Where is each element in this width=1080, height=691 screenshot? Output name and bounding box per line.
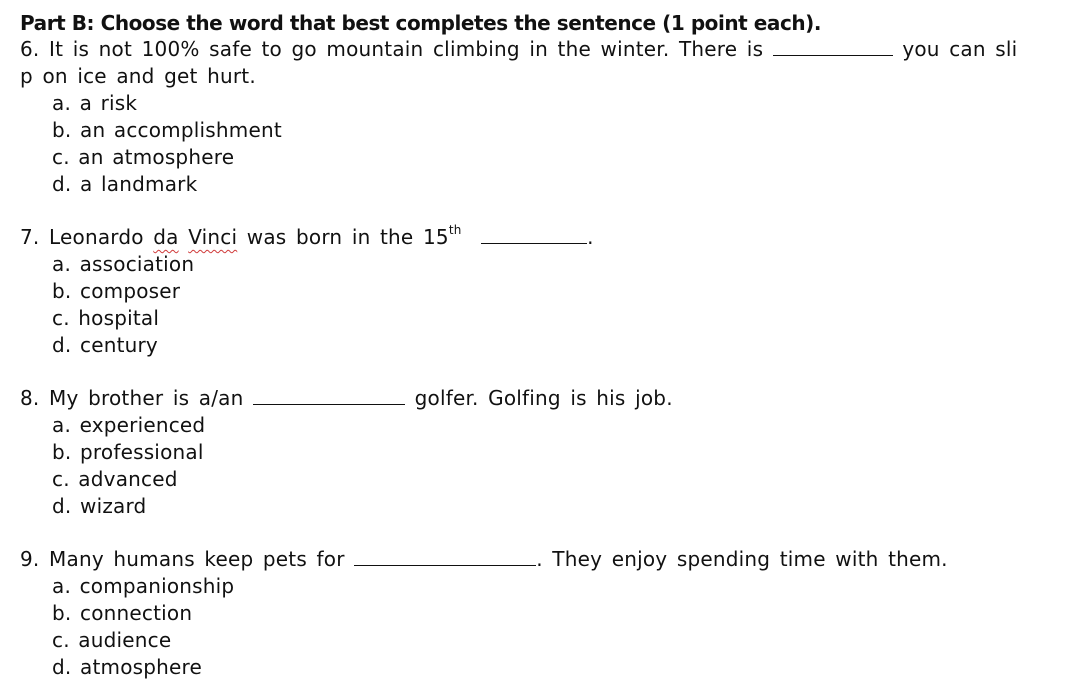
question-7-stem <box>20 224 594 250</box>
option-a: a. experienced <box>52 413 206 437</box>
option-b: b. professional <box>52 440 204 464</box>
question-text-after: golfer. Golfing is his job. <box>414 386 673 410</box>
ordinal-superscript: th <box>448 223 462 238</box>
question-text: My brother is a/an <box>49 386 244 410</box>
option-a: a. a risk <box>52 91 138 115</box>
question-8-stem <box>20 385 673 411</box>
option-a: a. association <box>52 252 195 276</box>
option-b: b. connection <box>52 601 193 625</box>
question-text-after: . They enjoy spending time with them. <box>536 547 948 571</box>
option-c: c. hospital <box>52 306 160 330</box>
question-text-middle: was born in the 15 <box>246 225 449 249</box>
question-text: It is not 100% safe to go mountain climbing in the winter. There is <box>49 37 764 61</box>
option-d: d. a landmark <box>52 172 198 196</box>
question-text-after: . <box>587 225 594 249</box>
spellcheck-word: da <box>153 225 179 249</box>
option-c: c. advanced <box>52 467 178 491</box>
answer-blank <box>354 549 536 566</box>
question-9-stem <box>20 546 948 572</box>
option-d: d. wizard <box>52 494 147 518</box>
option-c: c. audience <box>52 628 172 652</box>
question-number: 7. <box>20 225 40 249</box>
spellcheck-word: Vinci <box>188 225 238 249</box>
option-a: a. companionship <box>52 574 235 598</box>
answer-blank <box>481 227 587 244</box>
option-d: d. atmosphere <box>52 655 203 679</box>
question-6-stem <box>20 36 1017 62</box>
option-b: b. an accomplishment <box>52 118 282 142</box>
answer-blank <box>773 39 893 56</box>
question-text-after: you can sli <box>902 37 1018 61</box>
question-number: 9. <box>20 547 40 571</box>
question-text: Leonardo <box>49 225 144 249</box>
question-6-stem-continued: p on ice and get hurt. <box>20 64 256 88</box>
option-b: b. composer <box>52 279 181 303</box>
question-number: 8. <box>20 386 40 410</box>
question-text: Many humans keep pets for <box>49 547 345 571</box>
question-number: 6. <box>20 37 40 61</box>
answer-blank <box>253 388 405 405</box>
option-d: d. century <box>52 333 158 357</box>
option-c: c. an atmosphere <box>52 145 235 169</box>
section-heading: Part B: Choose the word that best completes the sentence (1 point each). <box>20 11 821 35</box>
